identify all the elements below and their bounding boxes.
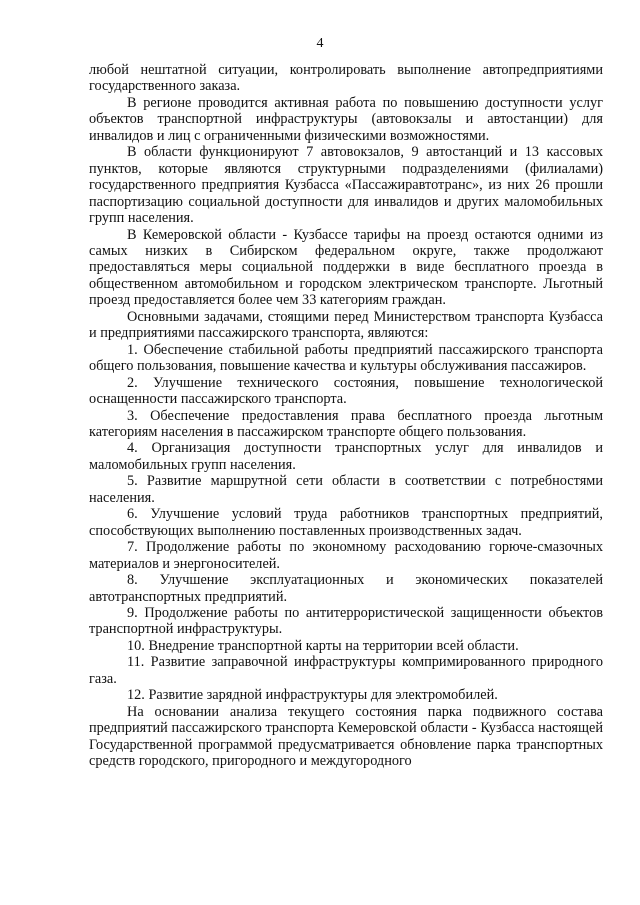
document-body bbox=[89, 62, 603, 769]
paragraph-bus-stations: В области функционируют 7 автовокзалов, 9 автостанций и 13 кассовых пунктов, которые являются структурными подразделениями (филиалами) государственного предприятия Кузбасса «Пассажиравтотранс», из них 26 прошли паспортизацию социальной доступности для инвалидов и других маломобильных групп населения. bbox=[89, 144, 603, 227]
task-item-12: 12. Развитие зарядной инфраструктуры для электромобилей. bbox=[127, 687, 498, 704]
task-item-9: 9. Продолжение работы по антитеррористической защищенности объектов транспортной инфраструктуры. bbox=[89, 604, 603, 638]
task-item-7: 7. Продолжение работы по экономному расходованию горюче-смазочных материалов и энергоносителей. bbox=[89, 539, 603, 572]
page-number: 4 bbox=[316, 36, 324, 51]
paragraph-tariffs: В Кемеровской области - Кузбассе тарифы на проезд остаются одними из самых низких в Сибирском федеральном округе, также продолжают предоставляться меры социальной поддержки в виде бесплатного проезда в общественном автомобильном и городском электрическом транспорте. Льготный проезд предоставляется более чем 33 категориям граждан. bbox=[89, 226, 603, 309]
paragraph-continuation: любой нештатной ситуации, контролировать выполнение автопредприятиями государственного заказа. bbox=[89, 62, 603, 95]
task-item-4: 4. Организация доступности транспортных услуг для инвалидов и маломобильных групп населения. bbox=[89, 440, 603, 473]
paragraph-accessibility: В регионе проводится активная работа по повышению доступности услуг объектов транспортной инфраструктуры (автовокзалы и автостанции) для инвалидов и лиц с ограниченными физическими возможностями. bbox=[89, 94, 603, 144]
task-item-2: 2. Улучшение технического состояния, повышение технологической оснащенности пассажирского транспорта. bbox=[89, 374, 603, 408]
task-item-1: 1. Обеспечение стабильной работы предприятий пассажирского транспорта общего пользования, повышение качества и культуры обслуживания пассажиров. bbox=[89, 341, 603, 375]
task-item-8: 8. Улучшение эксплуатационных и экономических показателей автотранспортных предприятий. bbox=[89, 572, 603, 605]
task-item-10: 10. Внедрение транспортной карты на территории всей области. bbox=[127, 637, 519, 654]
task-item-11: 11. Развитие заправочной инфраструктуры компримированного природного газа. bbox=[89, 654, 603, 687]
task-item-3: 3. Обеспечение предоставления права бесплатного проезда льготным категориям населения в пассажирском транспорте общего пользования. bbox=[89, 407, 603, 440]
paragraph-fleet-renewal: На основании анализа текущего состояния парка подвижного состава предприятий пассажирского транспорта Кемеровской области - Кузбасса настоящей Государственной программой предусматривается обновление парка транспортных средств городского, пригородного и междугородного bbox=[89, 703, 603, 770]
task-item-5: 5. Развитие маршрутной сети области в соответствии с потребностями населения. bbox=[89, 473, 603, 506]
paragraph-tasks-intro: Основными задачами, стоящими перед Министерством транспорта Кузбасса и предприятиями пассажирского транспорта, являются: bbox=[89, 308, 603, 342]
task-item-6: 6. Улучшение условий труда работников транспортных предприятий, способствующих выполнению поставленных производственных задач. bbox=[89, 506, 603, 539]
